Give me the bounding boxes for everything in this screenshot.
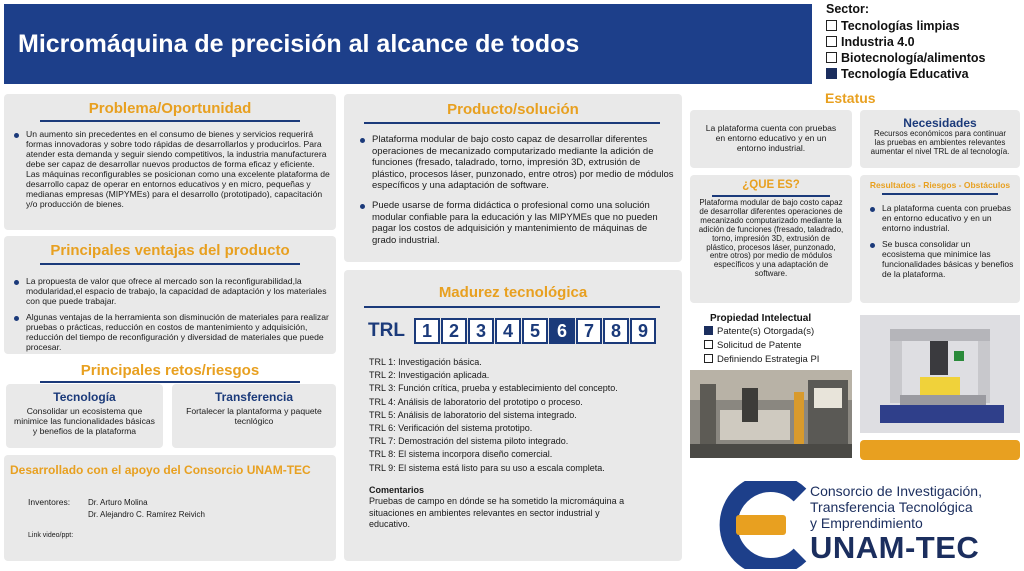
trl-level-1: 1: [414, 318, 440, 344]
apoyo-panel: [4, 455, 336, 561]
checkbox-icon: [826, 36, 837, 47]
inventor-name: Dr. Arturo Molina: [88, 498, 148, 507]
trl-description: TRL 9: El sistema está listo para su uso a escala completa.: [369, 462, 605, 473]
problema-list: [12, 129, 330, 209]
propiedad-option-otorgada[interactable]: Patente(s) Otorgada(s): [704, 326, 814, 337]
trl-level-6-current: 6: [549, 318, 575, 344]
divider: [712, 195, 830, 197]
trl-description: TRL 2: Investigación aplicada.: [369, 370, 490, 381]
que-es-panel: [690, 175, 852, 303]
resultados-title: Resultados - Riesgos - Obstáculos: [869, 180, 1011, 190]
logo-line-3: y Emprendimiento: [810, 515, 923, 531]
trl-level-8: 8: [603, 318, 629, 344]
apoyo-title: Desarrollado con el apoyo del Consorcio UNAM-TEC: [10, 463, 311, 477]
trl-description: TRL 8: El sistema incorpora diseño comercial.: [369, 449, 553, 460]
ventajas-panel: [4, 236, 336, 354]
trl-label: TRL: [368, 320, 405, 341]
propiedad-option-estrategia[interactable]: Definiendo Estrategia PI: [704, 354, 819, 365]
retos-tecnologia-text: Consolidar un ecosistema que minimice las funcionalidades básicas y benefios de la plataforma: [14, 406, 155, 436]
trl-level-3: 3: [468, 318, 494, 344]
problema-panel: [4, 94, 336, 230]
resultados-list: [868, 203, 1014, 279]
retos-tecnologia-title: Tecnología: [53, 390, 116, 404]
ventaja-item: La propuesta de valor que ofrece al mercado son la reconfigurabilidad,la modularidad,el espacio de trabajo, la capacidad de adaptación y los materiales con que puede trabajar.: [12, 276, 330, 306]
necesidades-text: Recursos económicos para continuar las pruebas en ambientes relevantes aumentar el nivel TRL de al tecnología.: [870, 129, 1010, 156]
que-es-title: ¿QUE ES?: [742, 179, 800, 191]
trl-description: TRL 5: Análisis de laboratorio del sistema integrado.: [369, 409, 577, 420]
estatus-text: La plataforma cuenta con pruebas en entorno educativo y en un entorno industrial.: [705, 123, 837, 153]
checkbox-checked-icon: [826, 68, 837, 79]
inventores-label: Inventores:: [28, 497, 71, 507]
trl-description: TRL 3: Función crítica, prueba y establecimiento del concepto.: [369, 383, 618, 394]
trl-level-7: 7: [576, 318, 602, 344]
logo-line-1: Consorcio de Investigación,: [810, 483, 982, 499]
trl-level-9: 9: [630, 318, 656, 344]
producto-list: [358, 134, 674, 246]
page-title: Micromáquina de precisión al alcance de todos: [18, 30, 580, 58]
estatus-title: Estatus: [825, 90, 876, 106]
retos-transferencia-title: Transferencia: [214, 390, 294, 404]
divider: [882, 193, 998, 195]
estatus-panel: [690, 110, 852, 168]
propiedad-option-solicitud[interactable]: Solicitud de Patente: [704, 340, 802, 351]
divider: [364, 306, 660, 308]
retos-transferencia-text: Fortalecer la plantaforma y paquete tecnlógico: [186, 406, 322, 426]
trl-level-2: 2: [441, 318, 467, 344]
propiedad-title: Propiedad Intelectual: [710, 313, 812, 324]
ventajas-title: Principales ventajas del producto: [50, 242, 290, 259]
madurez-title: Madurez tecnológica: [438, 284, 588, 301]
divider: [40, 120, 300, 122]
divider: [40, 381, 300, 383]
divider: [40, 263, 300, 265]
comentarios-text: Pruebas de campo en dónde se ha sometido la micromáquina a situaciones en ambientes relevantes en sector industrial y educativo.: [369, 496, 625, 529]
inventor-name: Dr. Alejandro C. Ramírez Reivich: [88, 510, 205, 519]
retos-transferencia-card: [172, 384, 336, 448]
resultados-panel: [860, 175, 1020, 303]
machine-photo-2: [860, 315, 1020, 433]
cnc-machine-illustration: [690, 370, 852, 458]
resultado-item: La plataforma cuenta con pruebas en entorno educativo y en un entorno industrial.: [868, 203, 1014, 233]
sector-option-limpias[interactable]: Tecnologías limpias: [826, 19, 1016, 33]
logo-line-2: Transferencia Tecnológica: [810, 499, 973, 515]
problema-text: Un aumento sin precedentes en el consumo de bienes y servicios requerirá formas innovadoras y sobre todo rápidas de desarrollarlos y producirlos. Para atender esta demanda y seguir siendo competitivos, la industria manufacturera debe ser capaz de desarrollar nuevos productos de forma eficaz y eficiente. Las máquinas reconfigurables se posicionan como una excelente plataforma de desarrollo capaz de operar en entornos educativos y en micro, pequeñas y medianas empresas (MIPYMEs) para el desarrollo (prototipado), capacitación y/o producción de bienes.: [12, 129, 330, 209]
link-label[interactable]: Link video/ppt:: [28, 532, 74, 539]
producto-panel: [344, 94, 682, 262]
trl-description: TRL 4: Análisis de laboratorio del prototipo o proceso.: [369, 396, 583, 407]
trl-level-4: 4: [495, 318, 521, 344]
que-es-text: Plataforma modular de bajo costo capaz de desarrollar diferentes operaciones de mecanizado computarizado mediante la adición de funciones (fresado, taladrado, torno, impresión 3D, extrusión de plástico, procesos láser, punzonado, entre otros) por medio de módulos específicos y una adaptación de software.: [698, 198, 844, 279]
resultado-item: Se busca consolidar un ecosistema que minimice las funcionalidades básicas y benefios de la plataforma.: [868, 239, 1014, 279]
problema-title: Problema/Oportunidad: [88, 100, 252, 117]
sector-label: Sector:: [826, 2, 870, 16]
checkbox-icon: [826, 52, 837, 63]
trl-description: TRL 6: Verificación del sistema prototipo.: [369, 423, 533, 434]
checkbox-icon: [704, 354, 713, 363]
necesidades-panel: [860, 110, 1020, 168]
checkbox-icon: [826, 20, 837, 31]
checkbox-icon: [704, 340, 713, 349]
micro-machine-illustration: [860, 315, 1020, 433]
trl-level-5: 5: [522, 318, 548, 344]
sector-option-industria[interactable]: Industria 4.0: [826, 35, 1016, 49]
necesidades-title: Necesidades: [903, 116, 977, 130]
unam-tec-logo-mark: [704, 481, 808, 569]
producto-item: Puede usarse de forma didáctica o profesional como una solución modular confiable para la educación y las MIPYMEs que no pueden pagar los costos de adquisición y mantenimiento de máquinas de grado industrial.: [358, 200, 674, 246]
retos-title: Principales retos/riesgos: [80, 362, 260, 379]
trl-description: TRL 1: Investigación básica.: [369, 357, 482, 367]
accent-bar: [860, 440, 1020, 460]
comentarios-label: Comentarios: [369, 485, 425, 495]
producto-item: Plataforma modular de bajo costo capaz de desarrollar diferentes operaciones de mecanizado computarizado mediante la adición de funciones (fresado, taladrado, torno, impresión 3D, extrusión de plástico, procesos láser, punzonado, entre otros) por medio de módulos específicos y una adaptación de software.: [358, 134, 674, 192]
retos-tecnologia-card: [6, 384, 163, 448]
logo-text: [810, 483, 982, 531]
producto-title: Producto/solución: [447, 101, 579, 118]
ventaja-item: Algunas ventajas de la herramienta son disminución de materiales para realizar pruebas o prácticas, reducción en costos de mantenimiento y adquisición, reducción del tiempo de reconfiguración y diversidad de materiales que puede procesar.: [12, 312, 330, 352]
checkbox-checked-icon: [704, 326, 713, 335]
ventajas-list: [12, 276, 330, 352]
divider: [364, 122, 660, 124]
trl-descriptions: [369, 356, 675, 475]
logo-brand: UNAM-TEC: [810, 530, 980, 565]
sector-option-biotec[interactable]: Biotecnología/alimentos: [826, 51, 1016, 65]
logo-c-icon: [704, 481, 808, 569]
trl-description: TRL 7: Demostración del sistema piloto integrado.: [369, 436, 569, 447]
sector-option-educativa[interactable]: Tecnología Educativa: [826, 67, 1016, 81]
machine-photo-1: [690, 370, 852, 458]
